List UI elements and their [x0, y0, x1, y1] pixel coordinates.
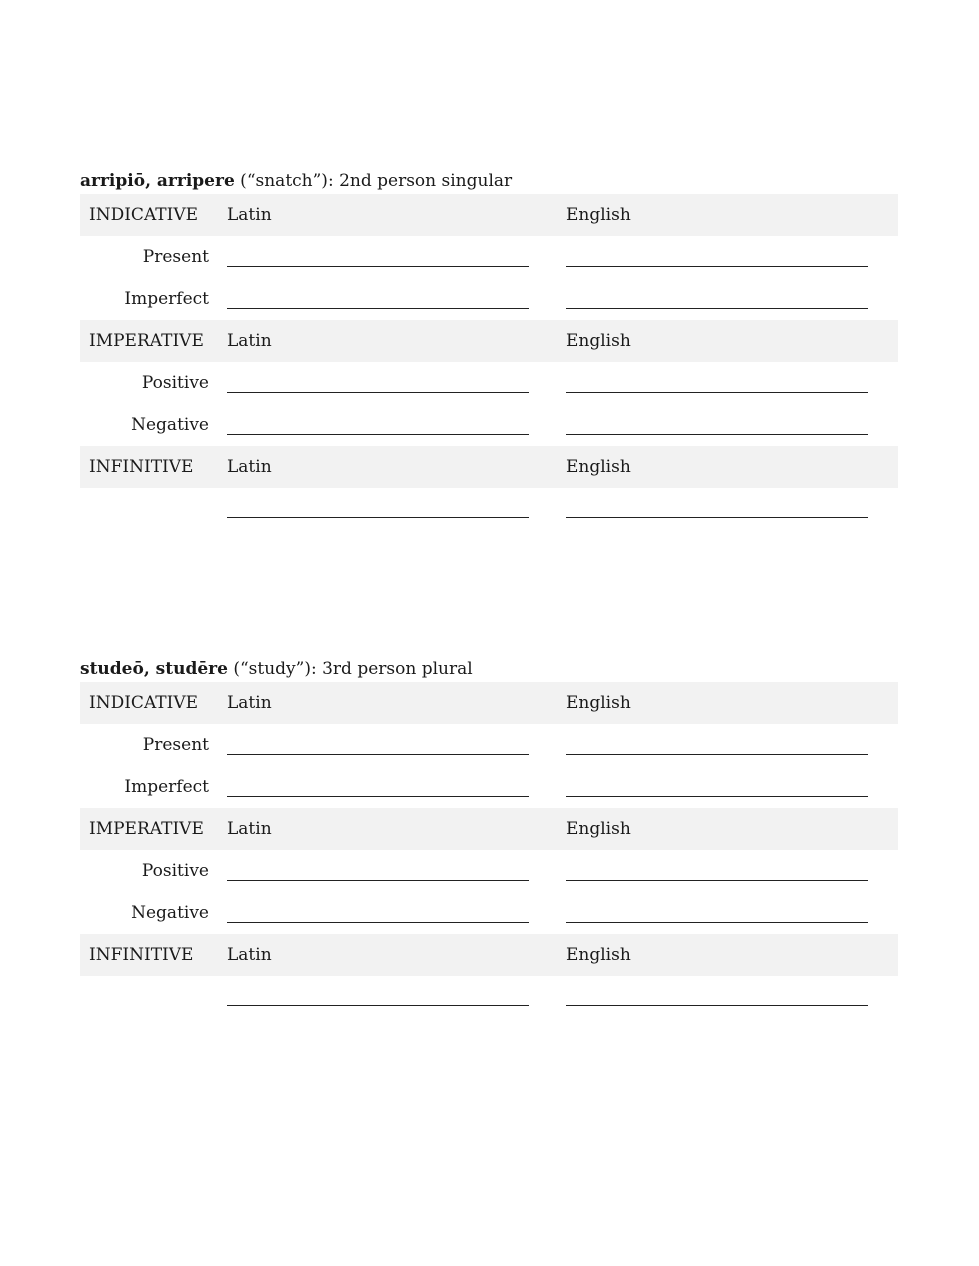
english-column-header: English: [566, 331, 631, 351]
gloss: (“study”): 3rd person plural: [227, 659, 473, 679]
latin-answer-blank[interactable]: [227, 517, 529, 518]
english-answer-blank[interactable]: [566, 754, 868, 755]
row-label: Positive: [141, 373, 209, 393]
latin-column-header: Latin: [227, 693, 272, 713]
english-answer-blank[interactable]: [566, 922, 868, 923]
row-label: Imperfect: [124, 289, 209, 309]
mood-label: INFINITIVE: [89, 945, 194, 965]
english-column-header: English: [566, 693, 631, 713]
english-answer-blank[interactable]: [566, 1005, 868, 1006]
english-answer-blank[interactable]: [566, 880, 868, 881]
row-label: Imperfect: [124, 777, 209, 797]
english-column-header: English: [566, 819, 631, 839]
row-label: Negative: [131, 415, 209, 435]
exercise-2: [80, 656, 898, 1026]
answer-row-negative: [80, 892, 898, 934]
english-answer-blank[interactable]: [566, 266, 868, 267]
row-label: Present: [142, 735, 209, 755]
english-answer-blank[interactable]: [566, 308, 868, 309]
section-header-infinitive: [80, 446, 898, 488]
latin-answer-blank[interactable]: [227, 880, 529, 881]
latin-answer-blank[interactable]: [227, 1005, 529, 1006]
row-label: Negative: [131, 903, 209, 923]
exercise-heading: [80, 168, 898, 194]
latin-answer-blank[interactable]: [227, 434, 529, 435]
section-header-indicative: [80, 682, 898, 724]
answer-row-imperfect: [80, 278, 898, 320]
mood-label: INFINITIVE: [89, 457, 194, 477]
section-header-imperative: [80, 808, 898, 850]
section-header-indicative: [80, 194, 898, 236]
latin-answer-blank[interactable]: [227, 392, 529, 393]
english-answer-blank[interactable]: [566, 517, 868, 518]
answer-row-positive: [80, 850, 898, 892]
mood-label: INDICATIVE: [89, 693, 199, 713]
answer-row-imperfect: [80, 766, 898, 808]
mood-label: IMPERATIVE: [89, 331, 204, 351]
gloss: (“snatch”): 2nd person singular: [234, 171, 513, 191]
latin-column-header: Latin: [227, 819, 272, 839]
english-column-header: English: [566, 205, 631, 225]
section-header-imperative: [80, 320, 898, 362]
row-label: Present: [142, 247, 209, 267]
latin-column-header: Latin: [227, 205, 272, 225]
latin-answer-blank[interactable]: [227, 922, 529, 923]
answer-row-infinitive: [80, 976, 898, 1026]
latin-answer-blank[interactable]: [227, 308, 529, 309]
exercise-1: [80, 168, 898, 538]
latin-column-header: Latin: [227, 945, 272, 965]
row-label: Positive: [141, 861, 209, 881]
english-column-header: English: [566, 945, 631, 965]
latin-answer-blank[interactable]: [227, 266, 529, 267]
mood-label: IMPERATIVE: [89, 819, 204, 839]
answer-row-positive: [80, 362, 898, 404]
answer-row-negative: [80, 404, 898, 446]
lemma: arripiō, arripere: [80, 171, 235, 191]
answer-row-present: [80, 724, 898, 766]
answer-row-infinitive: [80, 488, 898, 538]
english-answer-blank[interactable]: [566, 434, 868, 435]
lemma: studeō, studēre: [80, 659, 228, 679]
exercise-heading: [80, 656, 898, 682]
english-answer-blank[interactable]: [566, 796, 868, 797]
mood-label: INDICATIVE: [89, 205, 199, 225]
latin-answer-blank[interactable]: [227, 796, 529, 797]
english-column-header: English: [566, 457, 631, 477]
latin-column-header: Latin: [227, 457, 272, 477]
section-header-infinitive: [80, 934, 898, 976]
answer-row-present: [80, 236, 898, 278]
english-answer-blank[interactable]: [566, 392, 868, 393]
latin-column-header: Latin: [227, 331, 272, 351]
latin-answer-blank[interactable]: [227, 754, 529, 755]
